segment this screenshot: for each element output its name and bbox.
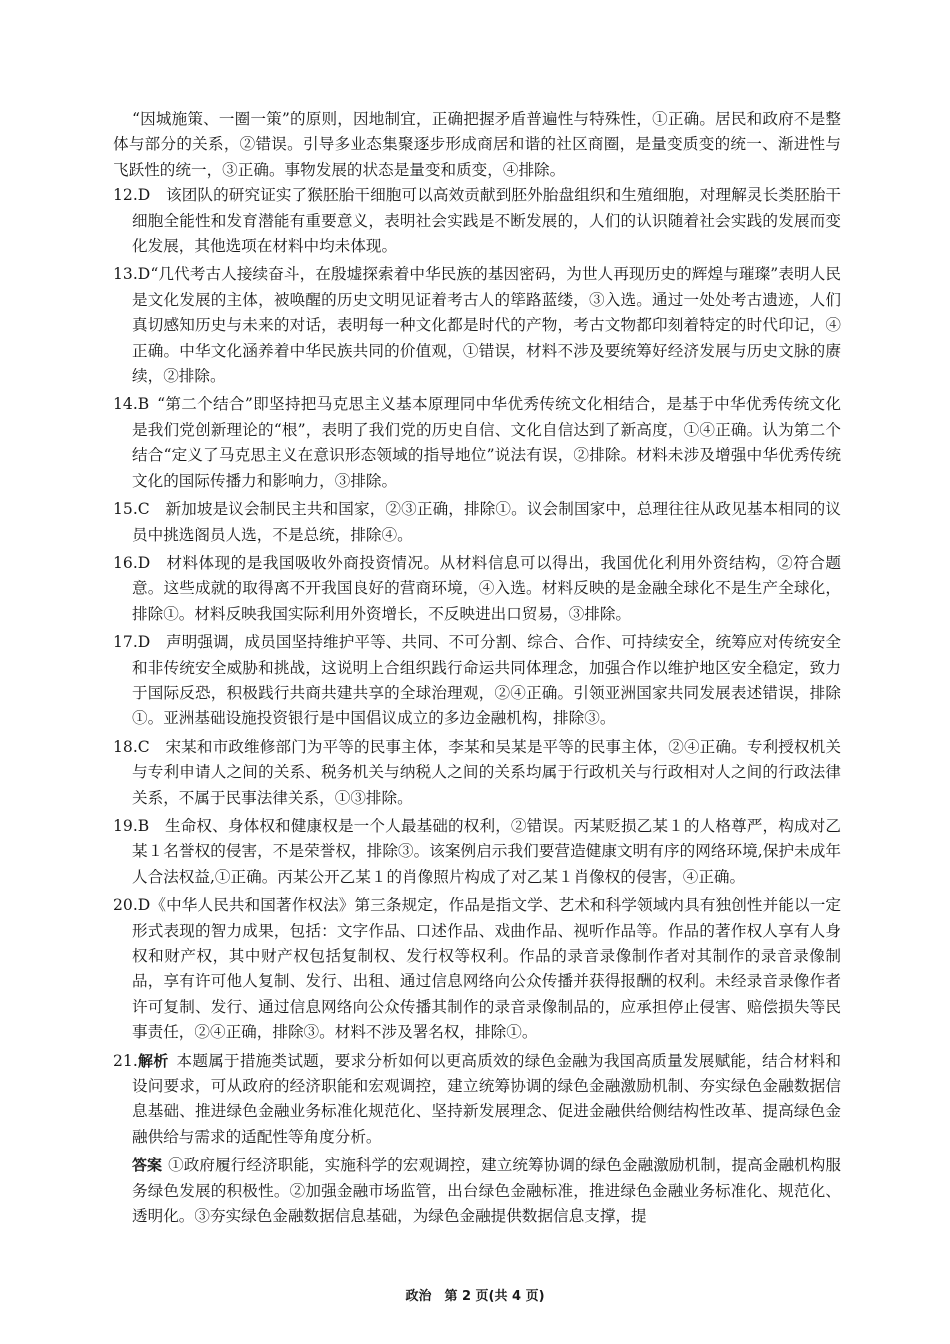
item-number: 17.D — [113, 633, 151, 652]
item-number: 13.D — [113, 265, 151, 284]
item-text: 宋某和市政维修部门为平等的民事主体，李某和吴某是平等的民事主体，②④正确。专利授权机关与专利申请人之间的关系、税务机关与纳税人之间的关系均属于行政机关与行政相对人之间的行政法律关系，不属于民事法律关系，①③排除。 — [132, 737, 841, 807]
item-text: 新加坡是议会制民主共和国家，②③正确，排除①。议会制国家中，总理往往从政见基本相同的议员中挑选阁员人选，不是总统，排除④。 — [132, 500, 841, 544]
item-number: 12.D — [113, 186, 151, 205]
list-item — [113, 392, 841, 494]
answer-label: 答案 — [132, 1156, 163, 1175]
item-text: 《中华人民共和国著作权法》第三条规定，作品是指文学、艺术和科学领域内具有独创性并能以一定形式表现的智力成果，包括：文字作品、口述作品、戏曲作品、视听作品等。作品的著作权人享有人身权和财产权，其中财产权包括复制权、发行权等权利。作品的录音录像制作者对其制作的录音录像制品，享有许可他人复制、发行、出租、通过信息网络向公众传播并获得报酬的权利。未经录音录像作者许可复制、发行、通过信息网络向公众传播其制作的录音录像制品的，应承担停止侵害、赔偿损失等民事责任，②④正确，排除③。材料不涉及署名权，排除①。 — [132, 896, 841, 1042]
list-item — [113, 262, 841, 389]
list-item — [113, 814, 841, 890]
list-item — [113, 551, 841, 627]
answer-list — [113, 183, 841, 1045]
item-number: 15.C — [113, 500, 150, 519]
list-item — [113, 183, 841, 259]
page-footer: 政治 第 2 页(共 4 页) — [405, 1289, 545, 1304]
item-number: 21. — [113, 1051, 138, 1070]
list-item — [113, 735, 841, 811]
item-text: 声明强调，成员国坚持维护平等、共同、不可分割、综合、合作、可持续安全，统筹应对传统安全和非传统安全威胁和挑战，这说明上合组织践行命运共同体理念，加强合作以维护地区安全稳定，致力于国际反恐，积极践行共商共建共享的全球治理观，②④正确。引领亚洲国家共同发展表述错误，排除①。亚洲基础设施投资银行是中国倡议成立的多边金融机构，排除③。 — [132, 633, 841, 728]
item-number: 20.D — [113, 896, 151, 915]
list-item — [113, 893, 841, 1045]
item-number: 14.B — [113, 395, 150, 414]
item-text: 生命权、身体权和健康权是一个人最基础的权利，②错误。丙某贬损乙某１的人格尊严，构成对乙某１名誉权的侵害，不是荣誉权，排除③。该案例启示我们要营造健康文明有序的网络环境,保护未成年人合法权益,①正确。丙某公开乙某１的肖像照片构成了对乙某１肖像权的侵害，④正确。 — [132, 816, 841, 886]
list-item — [113, 497, 841, 548]
intro-paragraph: “因城施策、一圈一策”的原则，因地制宜，正确把握矛盾普遍性与特殊性，①正确。居民和政府不是整体与部分的关系，②错误。引导多业态集聚逐步形成商居和谐的社区商圈，是量变质变的统一、渐进性与飞跃性的统一，③正确。事物发展的状态是量变和质变，④排除。 — [113, 110, 841, 179]
analysis-label: 解析 — [137, 1051, 169, 1070]
question-21-answer — [113, 1153, 841, 1229]
answer-text: ①政府履行经济职能，实施科学的宏观调控，建立统筹协调的绿色金融激励机制，提高金融机构服务绿色发展的积极性。②加强金融市场监管，出台绿色金融标准，推进绿色金融业务标准化、规范化、透明化。③夯实绿色金融数据信息基础，为绿色金融提供数据信息支撑，提 — [132, 1156, 841, 1226]
item-text: 该团队的研究证实了猴胚胎干细胞可以高效贡献到胚外胎盘组织和生殖细胞，对理解灵长类胚胎干细胞全能性和发育潜能有重要意义，表明社会实践是不断发展的，人们的认识随着社会实践的发展而变化发展，其他选项在材料中均未体现。 — [132, 186, 841, 256]
page-content — [113, 107, 841, 1229]
item-text: “几代考古人接续奋斗，在殷墟探索着中华民族的基因密码，为世人再现历史的辉煌与璀璨”表明人民是文化发展的主体，被唤醒的历史文明见证着考古人的筚路蓝缕，③入选。通过一处处考古遗迹，人们真切感知历史与未来的对话，表明每一种文化都是时代的产物，考古文物都印刻着特定的时代印记，④正确。中华文化涵养着中华民族共同的价值观，①错误，材料不涉及要统筹好经济发展与历史文脉的赓续，②排除。 — [132, 265, 841, 386]
item-number: 16.D — [113, 553, 151, 572]
list-item — [113, 630, 841, 732]
question-21-analysis — [113, 1049, 841, 1151]
item-number: 19.B — [113, 816, 150, 835]
item-text: “第二个结合”即坚持把马克思主义基本原理同中华优秀传统文化相结合，是基于中华优秀传统文化是我们党创新理论的“根”，表明了我们党的历史自信、文化自信达到了新高度，①④正确。认为第二个结合“定义了马克思主义在意识形态领域的指导地位”说法有误，②排除。材料未涉及增强中华优秀传统文化的国际传播力和影响力，③排除。 — [132, 395, 841, 490]
item-number: 18.C — [113, 737, 150, 756]
item-text: 材料体现的是我国吸收外商投资情况。从材料信息可以得出，我国优化利用外资结构，②符合题意。这些成就的取得离不开我国良好的营商环境，④入选。材料反映的是金融全球化不是生产全球化，排除①。材料反映我国实际利用外资增长，不反映进出口贸易，③排除。 — [132, 553, 841, 623]
analysis-text: 本题属于措施类试题，要求分析如何以更高质效的绿色金融为我国高质量发展赋能，结合材料和设问要求，可从政府的经济职能和宏观调控，建立统筹协调的绿色金融激励机制、夯实绿色金融数据信息基础、推进绿色金融业务标准化规范化、坚持新发展理念、促进金融供给侧结构性改革、提高绿色金融供给与需求的适配性等角度分析。 — [132, 1051, 841, 1146]
